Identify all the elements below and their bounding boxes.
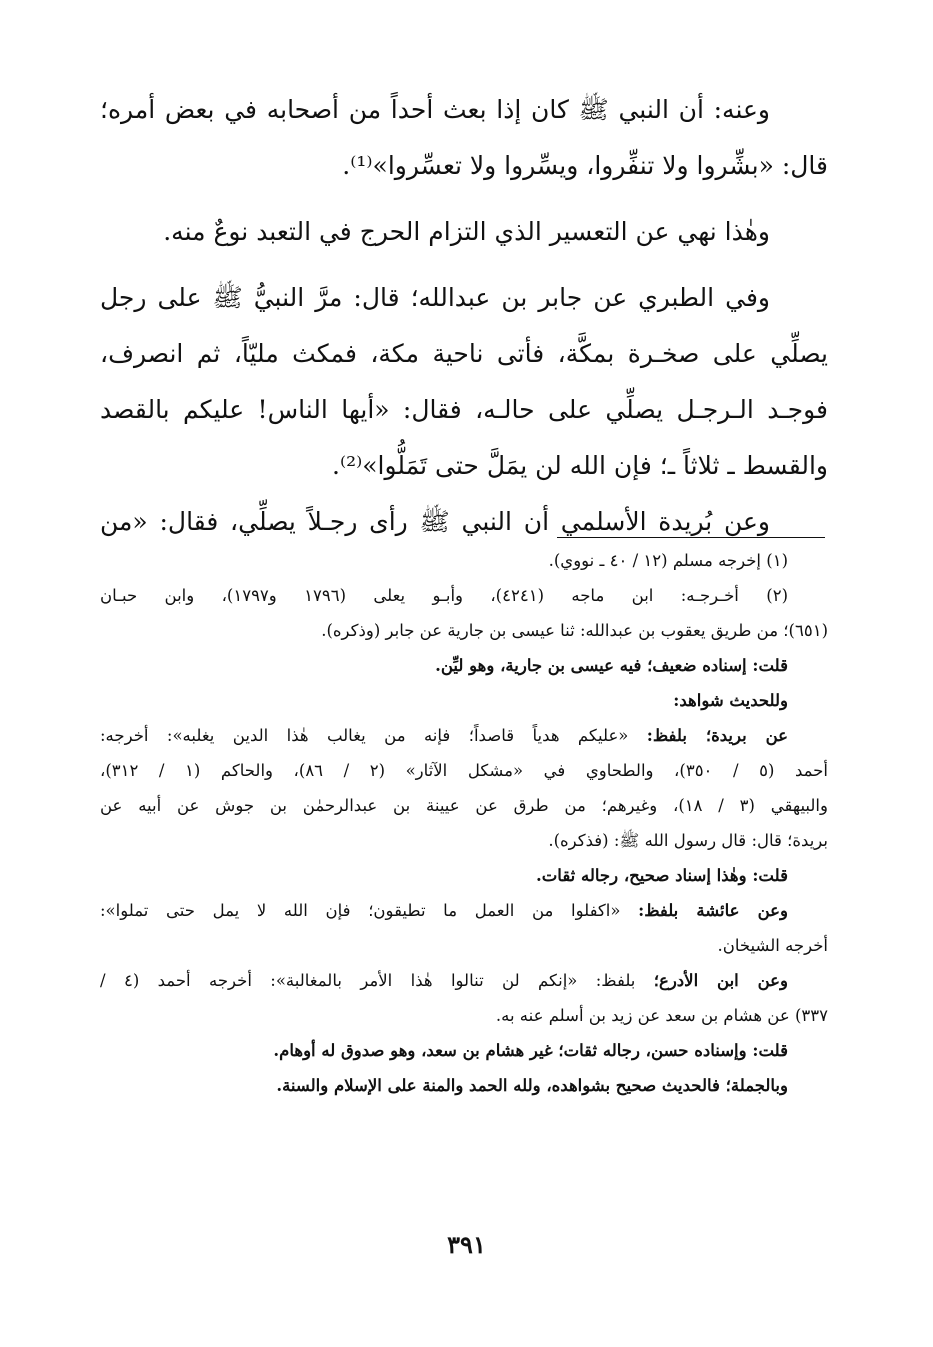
- footnote-verdict: قلت: إسناده ضعيف؛ فيه عيسى بن جارية، وهو ليِّن.: [435, 656, 788, 675]
- footnote-witnesses-heading: وللحديث شواهد:: [673, 691, 788, 710]
- page-number: ٣٩١: [447, 1230, 486, 1259]
- main-line: وهٰذا نهي عن التعسير الذي التزام الحرج في التعبد نوعٌ منه.: [163, 217, 770, 246]
- main-line: وفي الطبري عن جابر بن عبدالله؛ قال: مرَّ النبيُّ ﷺ على رجل: [100, 283, 770, 312]
- aisha-text: «اكفلوا من العمل ما تطيقون؛ فإن الله لا يمل حتى تملوا»:: [100, 901, 639, 920]
- footnote-aisha-cont: أخرجه الشيخان.: [717, 936, 828, 955]
- main-line: يصلِّي على صخـرة بمكَّة، فأتى ناحية مكة، فمكث مليّاً، ثم انصرف،: [100, 339, 828, 368]
- main-text: [100, 82, 828, 550]
- footnote-buraida-cont: والبيهقي (٣ / ١٨)، وغيرهم؛ من طرق عن عيينة بن عبدالرحمٰن بن جوش عن أبيه عن: [100, 796, 828, 815]
- footnote-2-cont: (٦٥١)؛ من طريق يعقوب بن عبدالله: ثنا عيسى بن جارية عن جابر (وذكره).: [321, 621, 828, 640]
- footnote-divider: [557, 537, 825, 538]
- footnotes: [100, 543, 828, 1103]
- footnote-adra-verdict: قلت: وإسناده حسن، رجاله ثقات؛ غير هشام بن سعد، وهو صدوق له أوهام.: [273, 1041, 788, 1060]
- footnote-conclusion: وبالجملة؛ فالحديث صحيح بشواهده، ولله الحمد والمنة على الإسلام والسنة.: [276, 1076, 788, 1095]
- adra-text: بلفظ: «إنكم لن تنالوا هٰذا الأمر بالمغالبة»: أخرجه أحمد (٤ /: [100, 971, 654, 990]
- footnote-2: (٢) أخـرجـه: ابن ماجه (٤٢٤١)، وأبـو يعلى (١٧٩٦ و١٧٩٧)، وابن حبـان: [100, 586, 788, 605]
- buraida-text: «عليكم هدياً قاصداً؛ فإنه من يغالب هٰذا الدين يغلبه»: أخرجه:: [100, 726, 647, 745]
- footnote-aisha: [100, 893, 828, 928]
- footnote-adra-cont: ٣٣٧) عن هشام بن سعد عن زيد بن أسلم عنه به.: [495, 1006, 828, 1025]
- aisha-label: وعن عائشة بلفظ:: [638, 901, 788, 920]
- main-line: وعن بُريدة الأسلمي أن النبي ﷺ رأى رجـلاً يصلِّي، فقال: «من: [100, 507, 770, 536]
- footnote-1: (١) إخرجه مسلم (١٢ / ٤٠ ـ نووي).: [548, 551, 788, 570]
- footnote-buraida-verdict: قلت: وهٰذا إسناد صحيح، رجاله ثقات.: [536, 866, 788, 885]
- adra-label: وعن ابن الأدرع؛: [653, 971, 788, 990]
- buraida-label: عن بريدة؛ بلفظ:: [646, 726, 788, 745]
- footnote-buraida: [100, 718, 828, 753]
- footnote-adra: [100, 963, 828, 998]
- footnote-buraida-cont: بريدة؛ قال: قال رسول الله ﷺ: (فذكره).: [548, 831, 828, 850]
- main-line: وعنه: أن النبي ﷺ كان إذا بعث أحداً من أصحابه في بعض أمره؛: [100, 95, 770, 124]
- main-line: والقسط ـ ثلاثاً ـ؛ فإن الله لن يمَلَّ حتى تَمَلُّوا»⁽²⁾.: [332, 451, 828, 480]
- footnote-buraida-cont: أحمد (٥ / ٣٥٠)، والطحاوي في «مشكل الآثار» (٢ / ٨٦)، والحاكم (١ / ٣١٢)،: [100, 761, 828, 780]
- main-line: فوجـد الـرجـل يصلِّي على حالـه، فقال: «أيها الناس! عليكم بالقصد: [100, 395, 828, 424]
- main-line: قال: «بشِّروا ولا تنفِّروا، ويسِّروا ولا تعسِّروا»⁽¹⁾.: [342, 151, 828, 180]
